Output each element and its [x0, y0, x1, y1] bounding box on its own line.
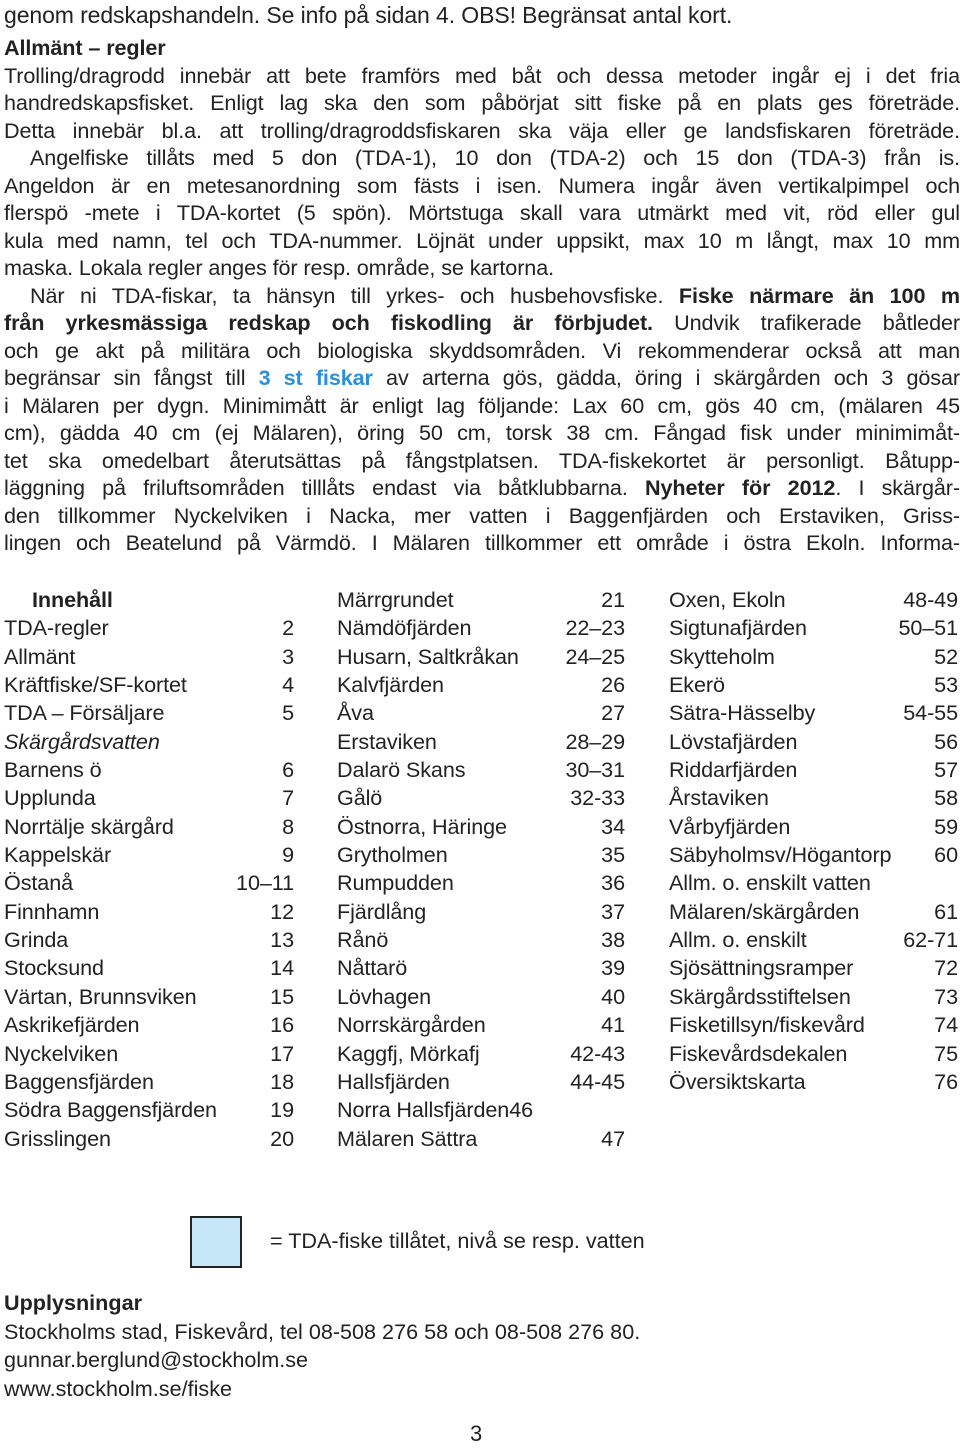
toc-entry	[4, 1096, 294, 1124]
toc-entry-name: Erstaviken	[337, 728, 437, 754]
toc-entry-name: Säbyholmsv/Högantorp	[669, 842, 892, 868]
toc-entry-page: 76	[934, 1068, 958, 1094]
toc-entry-page: 42-43	[570, 1040, 625, 1066]
toc-entry	[337, 898, 625, 926]
toc-entry-page: 32-33	[570, 785, 625, 811]
toc-entry-name: Rumpudden	[337, 870, 454, 896]
intro-line-14-text-c: av arterna gös, gädda, öring i skärgården och 3 gösar	[372, 365, 960, 390]
intro-line-14-text-a: begränsar sin fångst till	[4, 365, 259, 390]
toc-entry-page: 52	[934, 643, 958, 669]
toc-entry	[4, 1068, 294, 1096]
toc-entry-name: Skytteholm	[669, 643, 775, 669]
toc-entry-name: Rånö	[337, 927, 389, 953]
intro-line-18	[4, 474, 960, 501]
toc-column-2	[337, 586, 625, 1153]
toc-entry	[337, 614, 625, 642]
intro-line-12-text: Undvik trafikerade båtleder	[652, 310, 960, 335]
toc-entry-name: Dalarö Skans	[337, 757, 466, 783]
toc-entry-name: Fisketillsyn/fiskevård	[669, 1012, 865, 1038]
intro-line-14	[4, 364, 960, 391]
toc-entry	[669, 869, 958, 897]
intro-line-14-highlight: 3 st fiskar	[258, 365, 373, 390]
toc-entry	[669, 756, 958, 784]
toc-entry	[4, 983, 294, 1011]
toc-entry	[669, 1011, 958, 1039]
toc-entry-page: 61	[934, 898, 958, 924]
intro-line-7: Angeldon är en metesanordning som fästs i isen. Numera ingår även vertikalpimpel och	[4, 173, 960, 198]
toc-entry-page: 73	[934, 983, 958, 1009]
intro-line-1: genom redskapshandeln. Se info på sidan 4. OBS! Begränsat antal kort.	[4, 2, 733, 28]
toc-entry	[669, 728, 958, 756]
toc-entry-name: Upplunda	[4, 785, 96, 811]
toc-entry-page: 6	[282, 757, 294, 783]
toc-heading: Innehåll	[32, 587, 113, 612]
toc-entry-page: 9	[282, 842, 294, 868]
toc-entry-name: Oxen, Ekoln	[669, 587, 786, 612]
toc-entry-name: Skärgårdsstiftelsen	[669, 983, 851, 1009]
toc-entry-page: 28–29	[565, 728, 625, 754]
toc-entry-name: Lövhagen	[337, 983, 432, 1009]
toc-entry-page: 38	[601, 927, 625, 953]
toc-entry-name: Skärgårdsvatten	[4, 728, 160, 754]
toc-entry-name: Ekerö	[669, 672, 725, 698]
toc-entry-name: Värtan, Brunnsviken	[4, 983, 197, 1009]
toc-entry	[337, 926, 625, 954]
intro-line-19: den tillkommer Nyckelviken i Nacka, mer vatten i Baggenfjärden och Erstaviken, Griss-	[4, 503, 960, 528]
toc-entry-name: Kappelskär	[4, 842, 112, 868]
toc-entry	[4, 699, 294, 727]
intro-line-18-text-c: . I skärgår-	[835, 475, 960, 500]
toc-entry	[337, 699, 625, 727]
toc-entry-name: Åva	[337, 700, 374, 726]
intro-line-3: Trolling/dragrodd innebär att bete framförs med båt och dessa metoder ingår ej i det fria	[4, 63, 960, 88]
toc-entry-name: TDA-regler	[4, 615, 109, 641]
toc-entry-name: Baggensfjärden	[4, 1068, 154, 1094]
toc-entry-name: Grinda	[4, 927, 69, 953]
toc-entry	[669, 841, 958, 869]
intro-line-6: Angelfiske tillåts med 5 don (TDA-1), 10 don (TDA-2) och 15 don (TDA-3) från is.	[30, 145, 960, 170]
toc-entry-name: Översiktskarta	[669, 1068, 806, 1094]
intro-line-13: och ge akt på militära och biologiska skyddsområden. Vi rekommenderar också att man	[4, 338, 960, 363]
toc-entry-name: Sjösättningsramper	[669, 955, 854, 981]
toc-entry-name: Sigtunafjärden	[669, 615, 807, 641]
toc-entry	[669, 954, 958, 982]
toc-entry-page: 37	[601, 898, 625, 924]
section-heading-general: Allmänt – regler	[4, 35, 166, 60]
toc-entry-name: Mälaren Sättra	[337, 1125, 478, 1151]
toc-entry-page: 20	[270, 1125, 294, 1151]
toc-entry-page: 10–11	[236, 870, 294, 896]
toc-entry-name: Gålö	[337, 785, 383, 811]
toc-entry-page: 22–23	[565, 615, 625, 641]
toc-entry-page: 75	[934, 1040, 958, 1066]
toc-entry	[4, 1011, 294, 1039]
contact-email: gunnar.berglund@stockholm.se	[4, 1347, 309, 1372]
toc-entry	[669, 643, 958, 671]
toc-entry-name: Nåttarö	[337, 955, 408, 981]
toc-entry	[337, 1068, 625, 1096]
toc-entry-page: 19	[270, 1097, 294, 1123]
toc-entry-name: Barnens ö	[4, 757, 102, 783]
intro-line-10: maska. Lokala regler anges för resp. område, se kartorna.	[4, 255, 555, 280]
intro-line-12-bold: från yrkesmässiga redskap och fiskodling är förbjudet.	[4, 310, 653, 335]
toc-entry-page: 56	[934, 728, 958, 754]
toc-entry-name: Östanå	[4, 870, 74, 896]
toc-entry-page: 59	[934, 813, 958, 839]
toc-entry	[4, 954, 294, 982]
toc-entry-page: 34	[601, 813, 625, 839]
toc-entry-page: 74	[934, 1012, 958, 1038]
toc-entry	[337, 813, 625, 841]
toc-entry	[4, 898, 294, 926]
toc-entry-name: Mälaren/skärgården	[669, 898, 860, 924]
toc-entry-name: Nyckelviken	[4, 1040, 119, 1066]
intro-line-11-text: När ni TDA-fiskar, ta hänsyn till yrkes- och husbehovsfiske.	[30, 283, 679, 308]
toc-entry-name: Hallsfjärden	[337, 1068, 450, 1094]
toc-entry	[669, 614, 958, 642]
intro-line-18-text-a: läggning på friluftsområden tilllåts endast via båtklubbarna.	[4, 475, 645, 500]
page-number: 3	[470, 1421, 483, 1446]
toc-entry-page: 13	[270, 927, 294, 953]
toc-entry	[4, 841, 294, 869]
toc-entry-page: 41	[601, 1012, 625, 1038]
toc-entry	[337, 671, 625, 699]
toc-entry-page: 44-45	[570, 1068, 625, 1094]
toc-entry	[337, 1096, 625, 1124]
toc-entry-page: 24–25	[565, 643, 625, 669]
tda-legend-text: = TDA-fiske tillåtet, nivå se resp. vatten	[270, 1228, 645, 1253]
contact-phone-line: Stockholms stad, Fiskevård, tel 08-508 276 58 och 08-508 276 80.	[4, 1318, 641, 1344]
toc-entry	[4, 1125, 294, 1153]
toc-entry-page: 39	[601, 955, 625, 981]
toc-entry	[337, 1011, 625, 1039]
toc-entry-name: Fiskevårdsdekalen	[669, 1040, 848, 1066]
toc-entry-page: 18	[270, 1068, 294, 1094]
toc-entry	[669, 1040, 958, 1068]
toc-entry	[669, 813, 958, 841]
toc-entry-name: Norrtälje skärgård	[4, 813, 174, 839]
toc-entry-name: Stocksund	[4, 955, 104, 981]
toc-entry	[669, 1068, 958, 1096]
contact-info	[4, 1289, 640, 1403]
toc-entry-name: Allm. o. enskilt vatten	[669, 870, 871, 896]
toc-entry-name: Grisslingen	[4, 1125, 111, 1151]
toc-entry-name: Allm. o. enskilt	[669, 927, 807, 953]
toc-entry-name: Askrikefjärden	[4, 1012, 140, 1038]
toc-entry	[337, 728, 625, 756]
toc-entry-name: Finnhamn	[4, 898, 100, 924]
toc-entry	[669, 671, 958, 699]
intro-line-18-bold: Nyheter för 2012	[644, 475, 836, 500]
toc-entry-page: 40	[601, 983, 625, 1009]
toc-entry	[337, 643, 625, 671]
intro-line-8: flerspö -mete i TDA-kortet (5 spön). Mörtstuga skall vara utmärkt med vit, röd eller gul	[4, 200, 960, 225]
toc-entry	[4, 926, 294, 954]
toc-entry-page: 27	[601, 700, 625, 726]
toc-entry-name: Norra Hallsfjärden46	[337, 1097, 534, 1123]
toc-entry-page: 17	[270, 1040, 294, 1066]
toc-entry-name: Nämdöfjärden	[337, 615, 472, 641]
toc-entry	[337, 954, 625, 982]
toc-entry	[337, 586, 625, 614]
toc-entry-name: Riddarfjärden	[669, 757, 798, 783]
toc-column-1	[4, 586, 294, 1153]
toc-entry-page: 54-55	[903, 700, 958, 726]
toc-entry-page: 4	[282, 672, 294, 698]
intro-line-16: cm), gädda 40 cm (ej Mälaren), öring 50 cm, torsk 38 cm. Fångad fisk under minimimåt-	[4, 420, 960, 445]
toc-entry	[4, 869, 294, 897]
intro-line-15: i Mälaren per dygn. Minimimått är enligt lag följande: Lax 60 cm, gös 40 cm, (mälaren 45	[4, 393, 960, 418]
toc-entry-name: Årstaviken	[669, 785, 769, 811]
toc-entry-page: 53	[934, 672, 958, 698]
intro-line-17: tet ska omedelbart återutsättas på fångstplatsen. TDA-fiskekortet är personligt. Båtupp-	[4, 448, 960, 473]
toc-entry-name: Norrskärgården	[337, 1012, 486, 1038]
toc-entry	[4, 671, 294, 699]
toc-entry	[669, 983, 958, 1011]
toc-entry-name: Kalvfjärden	[337, 672, 444, 698]
toc-entry-page: 36	[601, 870, 625, 896]
toc-entry-name: Märrgrundet	[337, 587, 454, 612]
toc-entry	[669, 586, 958, 614]
toc-entry-page: 7	[282, 785, 294, 811]
toc-entry	[4, 728, 294, 756]
toc-entry-name: Sätra-Hässelby	[669, 700, 816, 726]
toc-entry-page: 8	[282, 813, 294, 839]
toc-entry	[669, 926, 958, 954]
toc-entry-page: 16	[270, 1012, 294, 1038]
toc-entry	[669, 898, 958, 926]
tda-legend-swatch	[190, 1216, 242, 1268]
toc-entry-page: 5	[282, 700, 294, 726]
toc-entry-name: Allmänt	[4, 643, 76, 669]
toc-column-3	[669, 586, 958, 1096]
toc-entry-name: Södra Baggensfjärden	[4, 1097, 217, 1123]
toc-entry	[4, 784, 294, 812]
toc-entry-page: 14	[270, 955, 294, 981]
toc-entry-name: Fjärdlång	[337, 898, 427, 924]
toc-entry-name: Östnorra, Häringe	[337, 813, 507, 839]
toc-entry	[669, 784, 958, 812]
toc-entry-page: 15	[270, 983, 294, 1009]
toc-entry	[4, 614, 294, 642]
toc-entry	[337, 983, 625, 1011]
toc-entry-name: Lövstafjärden	[669, 728, 798, 754]
toc-entry	[4, 813, 294, 841]
toc-entry-page: 48-49	[903, 587, 958, 612]
toc-entry-page: 60	[934, 842, 958, 868]
toc-entry-page: 21	[601, 587, 625, 612]
toc-entry	[337, 869, 625, 897]
toc-entry	[337, 784, 625, 812]
intro-line-12	[4, 309, 960, 336]
toc-entry	[4, 643, 294, 671]
intro-line-11-bold: Fiske närmare än 100 m	[678, 283, 960, 308]
toc-entry-name: Kaggfj, Mörkafj	[337, 1040, 480, 1066]
toc-entry-page: 62-71	[903, 927, 958, 953]
toc-entry	[337, 756, 625, 784]
toc-entry	[4, 756, 294, 784]
intro-line-9: kula med namn, tel och TDA-nummer. Löjnät under uppsikt, max 10 m långt, max 10 mm	[4, 228, 960, 253]
contact-heading: Upplysningar	[4, 1290, 142, 1315]
toc-entry	[337, 1040, 625, 1068]
intro-line-11	[4, 282, 960, 309]
toc-entry-page: 35	[601, 842, 625, 868]
intro-line-5: Detta innebär bl.a. att trolling/dragroddsfiskaren ska väja eller ge landsfiskaren företräde.	[4, 118, 960, 143]
toc-entry-page: 30–31	[565, 757, 625, 783]
toc-entry-name: Kräftfiske/SF-kortet	[4, 672, 187, 698]
contact-website: www.stockholm.se/fiske	[4, 1375, 232, 1401]
toc-entry	[337, 1125, 625, 1153]
toc-entry-page: 72	[934, 955, 958, 981]
toc-entry-name: Grytholmen	[337, 842, 448, 868]
toc-entry-page: 26	[601, 672, 625, 698]
toc-entry-page: 57	[934, 757, 958, 783]
toc-entry	[669, 699, 958, 727]
toc-entry-page: 50–51	[898, 615, 958, 641]
toc-entry-page: 2	[282, 615, 294, 641]
toc-entry-page: 58	[934, 785, 958, 811]
intro-line-4: handredskapsfisket. Enligt lag ska den som påbörjat sitt fiske på en plats ges företräde.	[4, 90, 960, 115]
toc-entry-name: TDA – Försäljare	[4, 700, 165, 726]
toc-entry	[337, 841, 625, 869]
intro-line-20: lingen och Beatelund på Värmdö. I Mälaren tillkommer ett område i östra Ekoln. Informa-	[4, 530, 960, 555]
toc-entry-name: Husarn, Saltkråkan	[337, 643, 519, 669]
toc-entry-page: 47	[601, 1125, 625, 1151]
toc-entry-page: 3	[282, 643, 294, 669]
toc-entry	[4, 1040, 294, 1068]
toc-entry-name: Vårbyfjärden	[669, 813, 791, 839]
toc-entry-page: 12	[270, 898, 294, 924]
